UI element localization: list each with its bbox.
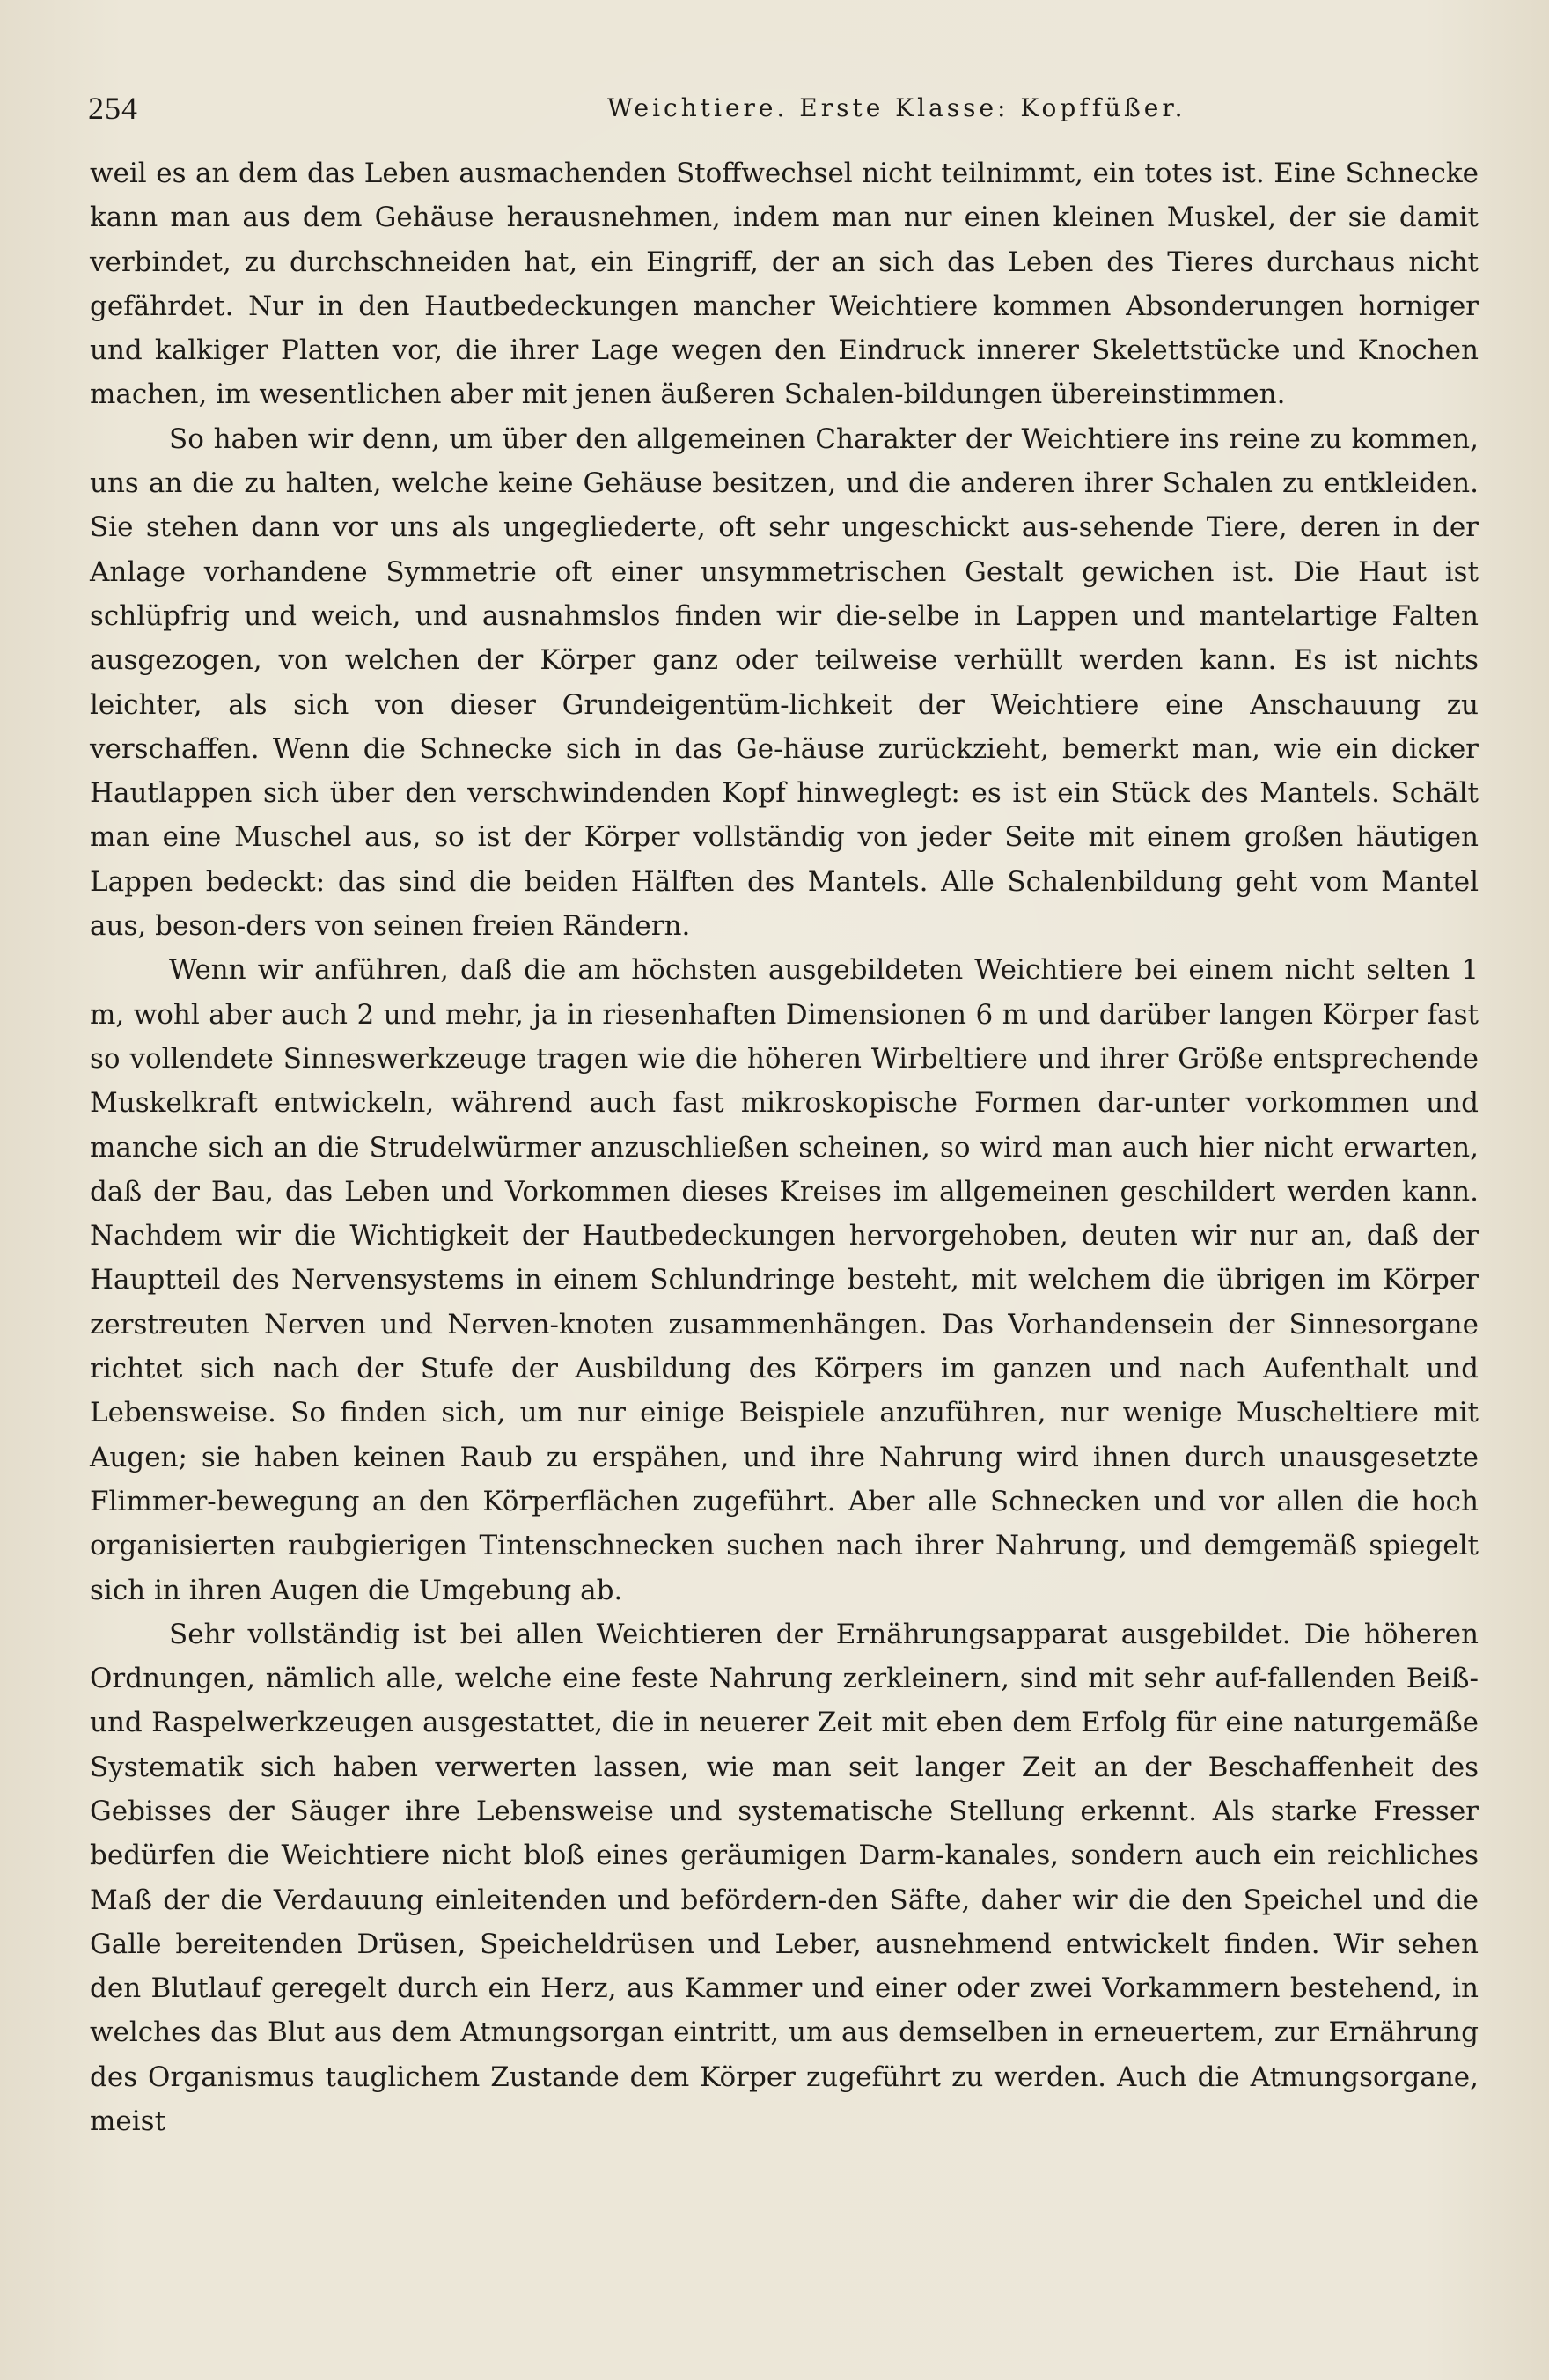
paragraph-4: Sehr vollständig ist bei allen Weichtieren der Ernährungsapparat ausgebildet. Die höheren Ordnungen, nämlich alle, welche eine feste Nahrung zerkleinern, sind mit sehr auf-fallenden Beiß- und Raspelwerkzeugen ausgestattet, die in neuerer Zeit mit eben dem Erfolg für eine naturgemäße Systematik sich haben verwerten lassen, wie man seit langer Zeit an der Beschaffenheit des Gebisses der Säuger ihre Lebensweise und systematische Stellung erkennt. Als starke Fresser bedürfen die Weichtiere nicht bloß eines geräumigen Darm-kanales, sondern auch ein reichliches Maß der die Verdauung einleitenden und befördern-den Säfte, daher wir die den Speichel und die Galle bereitenden Drüsen, Speicheldrüsen und Leber, ausnehmend entwickelt finden. Wir sehen den Blutlauf geregelt durch ein Herz, aus Kammer und einer oder zwei Vorkammern bestehend, in welches das Blut aus dem Atmungsorgan eintritt, um aus demselben in erneuertem, zur Ernährung des Organismus tauglichem Zustande dem Körper zugeführt zu werden. Auch die Atmungsorgane, meist bbox=[90, 1618, 1479, 2138]
running-head: Weichtiere. Erste Klasse: Kopffüßer. bbox=[607, 93, 1186, 122]
paragraph-1: weil es an dem das Leben ausmachenden Stoffwechsel nicht teilnimmt, ein totes ist. Eine Schnecke kann man aus dem Gehäuse herausnehmen, indem man nur einen kleinen Muskel, der sie damit verbindet, zu durchschneiden hat, ein Eingriff, der an sich das Leben des Tieres durchaus nicht gefährdet. Nur in den Hautbedeckungen mancher Weichtiere kommen Absonderungen horniger und kalkiger Platten vor, die ihrer Lage wegen den Eindruck innerer Skelettstücke und Knochen machen, im wesentlichen aber mit jenen äußeren Schalen-bildungen übereinstimmen. bbox=[90, 158, 1479, 411]
page-number: 254 bbox=[88, 91, 138, 126]
paragraph-3: Wenn wir anführen, daß die am höchsten ausgebildeten Weichtiere bei einem nicht selten 1 m, wohl aber auch 2 und mehr, ja in riesenhaften Dimensionen 6 m und darüber langen Körper fast so vollendete Sinneswerkzeuge tragen wie die höheren Wirbeltiere und ihrer Größe entsprechende Muskelkraft entwickeln, während auch fast mikroskopische Formen dar-unter vorkommen und manche sich an die Strudelwürmer anzuschließen scheinen, so wird man auch hier nicht erwarten, daß der Bau, das Leben und Vorkommen dieses Kreises im allgemeinen geschildert werden kann. Nachdem wir die Wichtigkeit der Hautbedeckungen hervorgehoben, deuten wir nur an, daß der Hauptteil des Nervensystems in einem Schlundringe besteht, mit welchem die übrigen im Körper zerstreuten Nerven und Nerven-knoten zusammenhängen. Das Vorhandensein der Sinnesorgane richtet sich nach der Stufe der Ausbildung des Körpers im ganzen und nach Aufenthalt und Lebensweise. So finden sich, um nur einige Beispiele anzuführen, nur wenige Muscheltiere mit Augen; sie haben keinen Raub zu erspähen, und ihre Nahrung wird ihnen durch unausgesetzte Flimmer-bewegung an den Körperflächen zugeführt. Aber alle Schnecken und vor allen die hoch organisierten raubgierigen Tintenschnecken suchen nach ihrer Nahrung, und demgemäß spiegelt sich in ihren Augen die Umgebung ab. bbox=[90, 954, 1479, 1606]
page-header bbox=[88, 84, 1479, 134]
paragraph-2: So haben wir denn, um über den allgemeinen Charakter der Weichtiere ins reine zu kommen, uns an die zu halten, welche keine Gehäuse besitzen, und die anderen ihrer Schalen zu entkleiden. Sie stehen dann vor uns als ungegliederte, oft sehr ungeschickt aus-sehende Tiere, deren in der Anlage vorhandene Symmetrie oft einer unsymmetrischen Gestalt gewichen ist. Die Haut ist schlüpfrig und weich, und ausnahmslos finden wir die-selbe in Lappen und mantelartige Falten ausgezogen, von welchen der Körper ganz oder teilweise verhüllt werden kann. Es ist nichts leichter, als sich von dieser Grundeigentüm-lichkeit der Weichtiere eine Anschauung zu verschaffen. Wenn die Schnecke sich in das Ge-häuse zurückzieht, bemerkt man, wie ein dicker Hautlappen sich über den verschwindenden Kopf hinweglegt: es ist ein Stück des Mantels. Schält man eine Muschel aus, so ist der Körper vollständig von jeder Seite mit einem großen häutigen Lappen bedeckt: das sind die beiden Hälften des Mantels. Alle Schalenbildung geht vom Mantel aus, beson-ders von seinen freien Rändern. bbox=[90, 422, 1479, 943]
body-text bbox=[90, 151, 1479, 2143]
